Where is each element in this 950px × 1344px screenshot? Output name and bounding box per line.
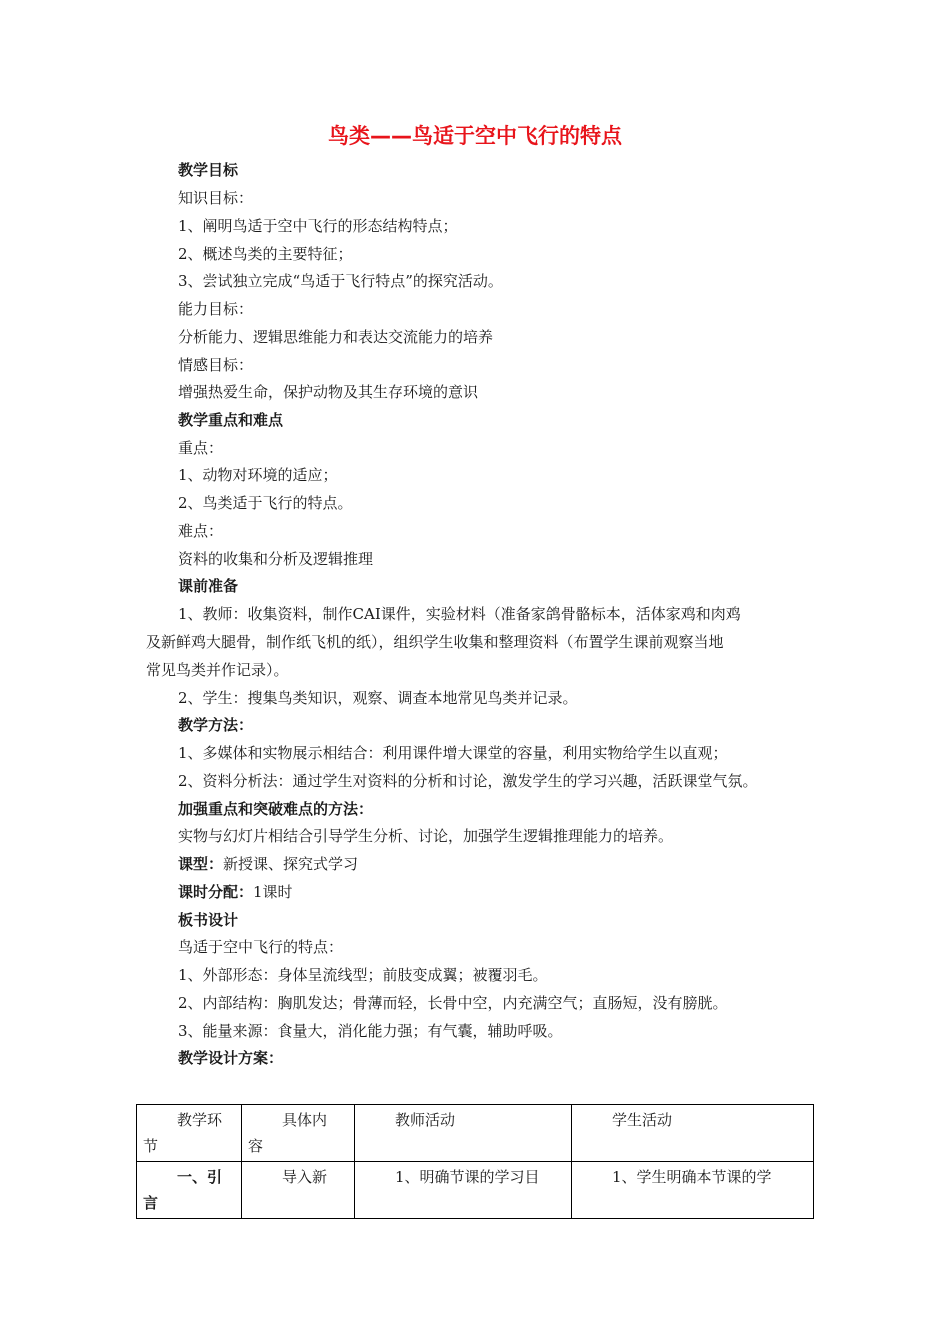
heading-design-plan: 教学设计方案：: [178, 1049, 284, 1067]
prep-teacher-line: 及新鲜鸡大腿骨，制作纸飞机的纸），组织学生收集和整理资料（布置学生课前观察当地: [146, 633, 724, 651]
prep-teacher-line: 1、教师：收集资料，制作CAI课件，实验材料（准备家鸽骨骼标本，活体家鸡和肉鸡: [178, 605, 741, 623]
method-item: 1、多媒体和实物展示相结合：利用课件增大课堂的容量，利用实物给学生以直观；: [178, 744, 728, 762]
header-cell-teacher: [355, 1105, 572, 1162]
time-allocation: [178, 882, 293, 902]
heading-teaching-method: 教学方法：: [178, 716, 254, 734]
knowledge-item: 1、阐明鸟适于空中飞行的形态结构特点；: [178, 217, 458, 235]
cell-text: 一、引: [177, 1168, 223, 1186]
board-item: 2、内部结构：胸肌发达；骨薄而轻，长骨中空，内充满空气；直肠短，没有膀胱。: [178, 994, 728, 1012]
cell-text: 言: [143, 1194, 159, 1212]
time-allocation-label: 课时分配：: [178, 883, 254, 901]
heading-preparation: 课前准备: [178, 577, 239, 595]
cell-text: 1、学生明确本节课的学: [612, 1168, 772, 1186]
heading-strengthen: 加强重点和突破难点的方法：: [178, 800, 374, 818]
header-text: 具体内: [282, 1111, 328, 1129]
knowledge-item: 3、尝试独立完成“鸟适于飞行特点”的探究活动。: [178, 272, 503, 290]
cell-stage: [137, 1162, 242, 1219]
key-points-label: 重点：: [178, 439, 224, 457]
difficulty-label: 难点：: [178, 522, 224, 540]
ability-goals-label: 能力目标：: [178, 300, 254, 318]
cell-content: [242, 1162, 355, 1219]
cell-student: [572, 1162, 814, 1219]
header-cell-stage: [137, 1105, 242, 1162]
prep-teacher-line: 常见鸟类并作记录）。: [146, 661, 289, 679]
board-item: 3、能量来源：食量大，消化能力强；有气囊，辅助呼吸。: [178, 1022, 563, 1040]
cell-text: 1、明确节课的学习目: [395, 1168, 540, 1186]
emotion-goals-label: 情感目标：: [178, 356, 254, 374]
lesson-type: [178, 854, 358, 874]
emotion-goals-text: 增强热爱生命，保护动物及其生存环境的意识: [178, 383, 479, 401]
heading-teaching-goals: 教学目标: [178, 161, 239, 179]
table-row: [137, 1162, 814, 1219]
header-text: 教师活动: [395, 1111, 456, 1129]
knowledge-goals-label: 知识目标：: [178, 189, 254, 207]
board-item: 1、外部形态：身体呈流线型；前肢变成翼；被覆羽毛。: [178, 966, 548, 984]
time-allocation-value: 1课时: [253, 883, 293, 901]
lesson-type-value: 新授课、探究式学习: [223, 855, 359, 873]
header-cell-student: [572, 1105, 814, 1162]
header-cell-content: [242, 1105, 355, 1162]
header-text: 学生活动: [612, 1111, 673, 1129]
header-text: 容: [248, 1137, 264, 1155]
heading-board-design: 板书设计: [178, 911, 239, 929]
teaching-plan-table: [136, 1104, 814, 1219]
strengthen-text: 实物与幻灯片相结合引导学生分析、讨论，加强学生逻辑推理能力的培养。: [178, 827, 674, 845]
heading-key-points: 教学重点和难点: [178, 411, 284, 429]
ability-goals-text: 分析能力、逻辑思维能力和表达交流能力的培养: [178, 328, 494, 346]
header-text: 教学环: [177, 1111, 223, 1129]
prep-student-line: 2、学生：搜集鸟类知识，观察、调查本地常见鸟类并记录。: [178, 689, 578, 707]
cell-text: 导入新: [282, 1168, 328, 1186]
cell-teacher: [355, 1162, 572, 1219]
header-text: 节: [143, 1137, 159, 1155]
key-point-item: 2、鸟类适于飞行的特点。: [178, 494, 353, 512]
method-item: 2、资料分析法：通过学生对资料的分析和讨论，激发学生的学习兴趣，活跃课堂气氛。: [178, 772, 758, 790]
lesson-type-label: 课型：: [178, 855, 224, 873]
board-intro: 鸟适于空中飞行的特点：: [178, 938, 344, 956]
knowledge-item: 2、概述鸟类的主要特征；: [178, 245, 353, 263]
table-header-row: [137, 1105, 814, 1162]
key-point-item: 1、动物对环境的适应；: [178, 466, 338, 484]
document-title: 鸟类——鸟适于空中飞行的特点: [328, 124, 622, 148]
difficulty-text: 资料的收集和分析及逻辑推理: [178, 550, 374, 568]
